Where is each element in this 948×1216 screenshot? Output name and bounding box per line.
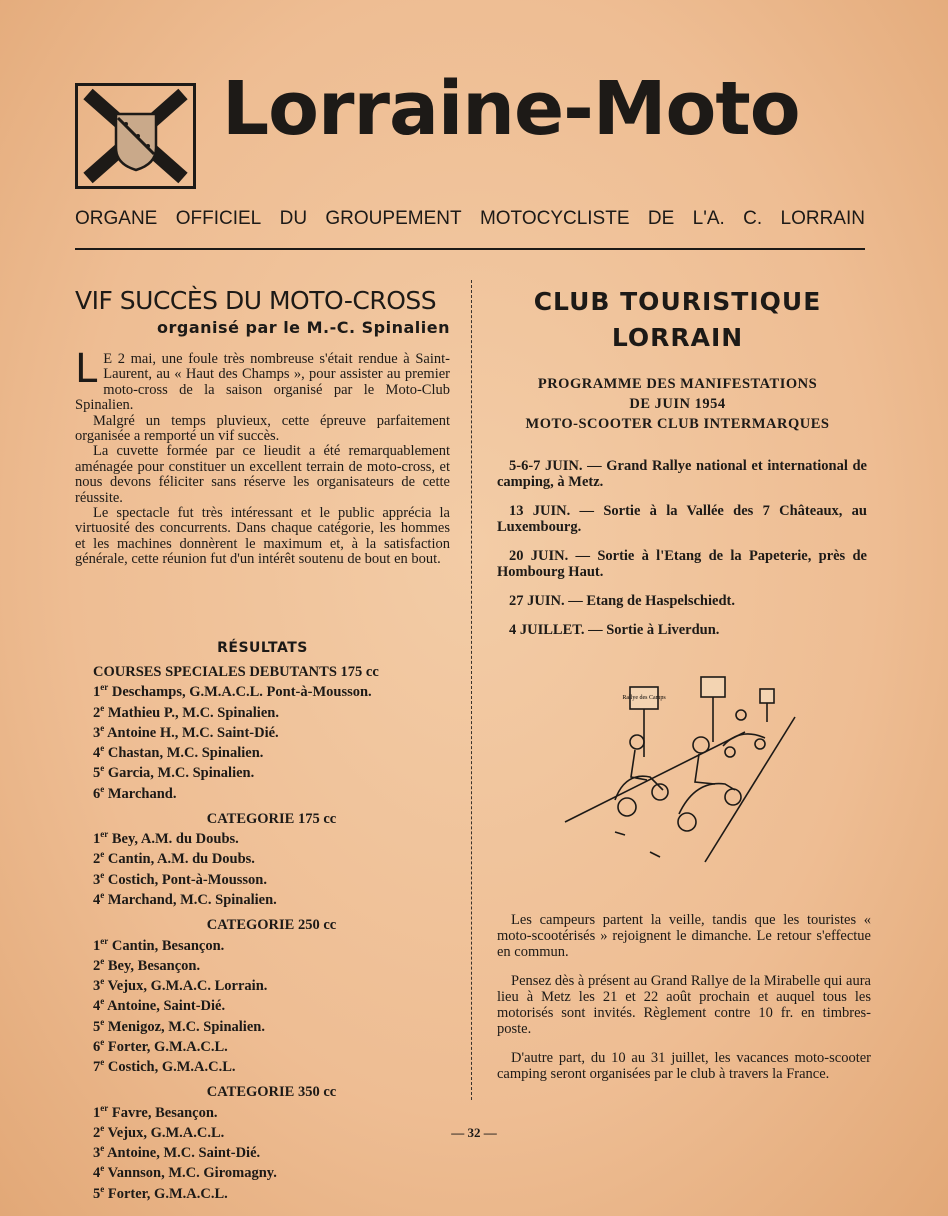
- right-headline: [490, 284, 865, 356]
- result-place-suffix: e: [100, 976, 105, 987]
- result-entry: [93, 721, 450, 741]
- result-entry: [93, 782, 450, 802]
- drop-cap: L: [75, 346, 98, 392]
- result-place-suffix: e: [100, 1163, 105, 1174]
- subtitle-word: MOTOCYCLISTE: [479, 208, 630, 229]
- subtitle-word: C.: [743, 208, 763, 229]
- program-heading: [490, 374, 865, 434]
- page-number: — 32 —: [451, 1125, 497, 1140]
- result-place: 1: [93, 684, 101, 701]
- result-name: Cantin, A.M. du Doubs.: [107, 851, 255, 868]
- result-place: 3: [93, 977, 101, 994]
- results-category-title: COURSES SPECIALES DEBUTANTS 175 cc: [93, 664, 379, 680]
- result-entry: [93, 888, 450, 908]
- right-headline-line: LORRAIN: [611, 323, 744, 352]
- cross-of-lorraine-emblem-icon: [78, 86, 193, 186]
- result-name: Bey, Besançon.: [107, 957, 201, 974]
- paragraph: L E 2 mai, une foule très nombreuse s'était rendue à Saint-Laurent, au « Haut des Champs », pour assister au premier moto-cross de la saison organisé par le Moto-Club Spinalien.: [75, 346, 450, 414]
- result-entry: [93, 761, 450, 781]
- result-place: 2: [93, 957, 101, 974]
- result-place-suffix: e: [100, 1056, 105, 1067]
- event-item: 4 JUILLET. — Sortie à Liverdun.: [509, 622, 720, 638]
- paragraph: Malgré un temps pluvieux, cette épreuve parfaitement organisée a remporté un vif succès.: [75, 412, 450, 445]
- result-place-suffix: e: [100, 955, 105, 966]
- result-place: 1: [93, 1104, 101, 1121]
- result-name: Deschamps, G.M.A.C.L. Pont-à-Mousson.: [111, 684, 372, 701]
- result-entry: [93, 1141, 450, 1161]
- program-line: MOTO-SCOOTER CLUB INTERMARQUES: [525, 416, 830, 432]
- scooter-illustration: [555, 672, 800, 867]
- paragraph: Le spectacle fut très intéressant et le public apprécia la virtuosité des concurrents. Dans chaque catégorie, les hommes et les machines donnèrent le maximum et, à la satisfaction générale, cette réunion fut d'un intérêt soutenu de bout en bout.: [75, 505, 450, 568]
- result-entry: [93, 827, 450, 847]
- result-name: Forter, G.M.A.C.L.: [107, 1185, 228, 1202]
- result-place-suffix: e: [100, 743, 105, 754]
- result-place: 4: [93, 744, 101, 761]
- result-place: 6: [93, 1038, 101, 1055]
- result-name: Antoine, M.C. Saint-Dié.: [107, 1144, 261, 1161]
- right-article-body: [497, 912, 871, 1095]
- result-entry: [93, 680, 450, 700]
- result-entry: [93, 701, 450, 721]
- result-place-suffix: e: [100, 1036, 105, 1047]
- event-item: 5-6-7 JUIN. — Grand Rallye national et international de camping, à Metz.: [497, 458, 867, 490]
- result-name: Vannson, M.C. Giromagny.: [107, 1165, 277, 1182]
- results-title: RÉSULTATS: [217, 640, 308, 656]
- subtitle-word: DU: [279, 208, 308, 229]
- result-entry: [93, 994, 450, 1014]
- results-list: [93, 665, 450, 1202]
- result-entry: [93, 1015, 450, 1035]
- result-entry: [93, 934, 450, 954]
- subtitle-word: DE: [647, 208, 675, 229]
- result-place-suffix: er: [100, 682, 109, 693]
- result-place: 2: [93, 1124, 101, 1141]
- result-place-suffix: e: [100, 869, 105, 880]
- result-name: Cantin, Besançon.: [111, 937, 225, 954]
- result-place-suffix: e: [100, 1183, 105, 1194]
- club-logo: [75, 83, 196, 189]
- subtitle-word: GROUPEMENT: [325, 208, 462, 229]
- masthead-subtitle: [75, 208, 865, 230]
- result-place: 1: [93, 937, 101, 954]
- paragraph: La cuvette formée par ce lieudit a été remarquablement aménagée pour constituer un excellent terrain de moto-cross, et nous devons féliciter sans réserve les organisateurs de cette réussite.: [75, 443, 450, 506]
- result-place-suffix: e: [100, 763, 105, 774]
- result-entry: [93, 1035, 450, 1055]
- event-item: 20 JUIN. — Sortie à l'Etang de la Papeterie, près de Hombourg Haut.: [497, 548, 867, 580]
- result-place-suffix: er: [100, 1102, 109, 1113]
- result-place: 4: [93, 891, 101, 908]
- result-place: 3: [93, 1144, 101, 1161]
- masthead-title: Lorraine-Moto: [222, 66, 800, 152]
- results-category-title: CATEGORIE 250 cc: [206, 917, 337, 934]
- result-place: 5: [93, 1018, 101, 1035]
- result-entry: [93, 974, 450, 994]
- result-name: Vejux, G.M.A.C. Lorrain.: [107, 977, 268, 994]
- result-place-suffix: er: [100, 829, 109, 840]
- event-list: [497, 458, 867, 651]
- result-place-suffix: e: [100, 996, 105, 1007]
- paragraph: Les campeurs partent la veille, tandis que les touristes « moto-scootérisés » rejoignent le dimanche. Le retour s'effectue en commun.: [497, 912, 871, 960]
- left-headline: VIF SUCCÈS DU MOTO-CROSS: [75, 286, 437, 315]
- result-place: 4: [93, 1165, 101, 1182]
- result-place: 1: [93, 831, 101, 848]
- result-name: Costich, G.M.A.C.L.: [107, 1058, 236, 1075]
- event-item: 13 JUIN. — Sortie à la Vallée des 7 Châteaux, au Luxembourg.: [497, 503, 867, 535]
- left-article-body: [75, 346, 450, 568]
- result-place-suffix: er: [100, 935, 109, 946]
- paragraph: D'autre part, du 10 au 31 juillet, les vacances moto-scooter camping seront organisées par le club à travers la France.: [497, 1050, 871, 1082]
- result-entry: [93, 1101, 450, 1121]
- event-item: 27 JUIN. — Etang de Haspelschiedt.: [509, 593, 735, 609]
- result-place: 3: [93, 871, 101, 888]
- rally-sign-text: Rallye des Camps: [622, 695, 666, 701]
- results-category-title: CATEGORIE 350 cc: [206, 1084, 337, 1101]
- right-headline-line: CLUB TOURISTIQUE: [533, 287, 822, 316]
- result-entry: [93, 1182, 450, 1202]
- result-place: 4: [93, 998, 101, 1015]
- result-place: 2: [93, 704, 101, 721]
- results-category-title: CATEGORIE 175 cc: [206, 810, 337, 827]
- subtitle-word: L'A.: [692, 208, 725, 229]
- result-name: Antoine H., M.C. Saint-Dié.: [107, 724, 279, 741]
- result-entry: [93, 741, 450, 761]
- result-place-suffix: e: [100, 1122, 105, 1133]
- result-name: Marchand, M.C. Spinalien.: [107, 891, 277, 908]
- result-place: 6: [93, 785, 101, 802]
- program-line: DE JUIN 1954: [629, 396, 726, 412]
- subtitle-word: LORRAIN: [780, 208, 865, 229]
- result-entry: [93, 1161, 450, 1181]
- program-line: PROGRAMME DES MANIFESTATIONS: [537, 376, 818, 392]
- result-place-suffix: e: [100, 1143, 105, 1154]
- result-place-suffix: e: [100, 849, 105, 860]
- result-entry: [93, 1055, 450, 1075]
- result-name: Garcia, M.C. Spinalien.: [107, 765, 255, 782]
- result-place: 5: [93, 1185, 101, 1202]
- result-name: Antoine, Saint-Dié.: [107, 998, 226, 1015]
- result-place-suffix: e: [100, 889, 105, 900]
- subtitle-word: ORGANE: [75, 208, 158, 229]
- subtitle-word: OFFICIEL: [175, 208, 262, 229]
- result-place-suffix: e: [100, 783, 105, 794]
- result-place: 3: [93, 724, 101, 741]
- header-rule: [75, 248, 865, 250]
- result-name: Menigoz, M.C. Spinalien.: [107, 1018, 265, 1035]
- result-place-suffix: e: [100, 702, 105, 713]
- result-place: 7: [93, 1058, 101, 1075]
- result-entry: [93, 847, 450, 867]
- result-name: Mathieu P., M.C. Spinalien.: [107, 704, 279, 721]
- result-name: Favre, Besançon.: [111, 1104, 218, 1121]
- result-name: Marchand.: [107, 785, 177, 802]
- result-entry: [93, 868, 450, 888]
- result-name: Bey, A.M. du Doubs.: [111, 831, 239, 848]
- result-name: Chastan, M.C. Spinalien.: [107, 744, 264, 761]
- result-entry: [93, 954, 450, 974]
- result-name: Forter, G.M.A.C.L.: [107, 1038, 228, 1055]
- paragraph: Pensez dès à présent au Grand Rallye de la Mirabelle qui aura lieu à Metz les 21 et 22 août prochain et auquel tous les motorisés sont invités. Règlement contre 10 fr. en timbres-poste.: [497, 973, 871, 1037]
- result-place: 5: [93, 765, 101, 782]
- scooter-riders-drawing-icon: [555, 672, 800, 867]
- column-divider: [471, 280, 472, 1100]
- left-subhead: organisé par le M.-C. Spinalien: [157, 318, 450, 337]
- result-name: Costich, Pont-à-Mousson.: [107, 871, 267, 888]
- result-place-suffix: e: [100, 722, 105, 733]
- result-name: Vejux, G.M.A.C.L.: [107, 1124, 225, 1141]
- result-place-suffix: e: [100, 1016, 105, 1027]
- result-place: 2: [93, 851, 101, 868]
